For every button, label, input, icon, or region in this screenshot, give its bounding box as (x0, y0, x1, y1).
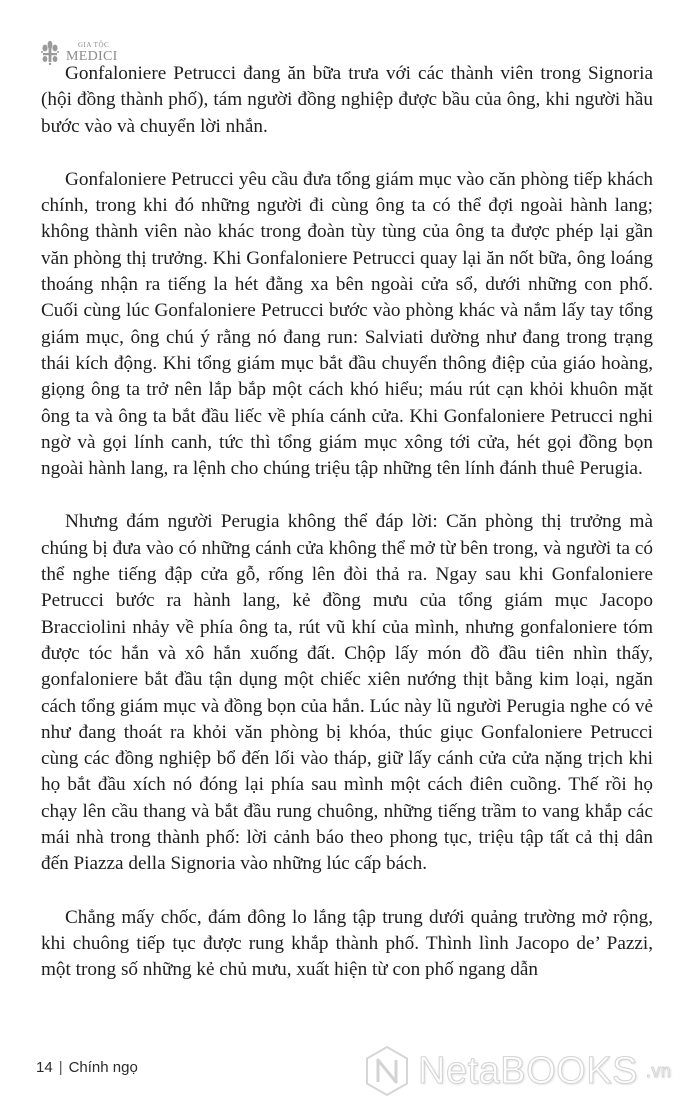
chapter-title: Chính ngọ (68, 1059, 138, 1076)
page-number: 14 (36, 1059, 53, 1076)
series-subtitle: GIA TỘC (78, 41, 110, 49)
paragraph: Gonfaloniere Petrucci đang ăn bữa trưa với các thành viên trong Signoria (hội đồng thành phố), tám người đồng nghiệp được bầu của ông, khi người hầu bước vào và chuyển lời nhắn. (41, 63, 653, 137)
watermark (364, 1045, 671, 1097)
page-body (41, 61, 653, 984)
watermark-suffix: .vn (645, 1060, 672, 1081)
series-name: MEDICI (66, 49, 118, 64)
paragraph: Gonfaloniere Petrucci yêu cầu đưa tổng giám mục vào căn phòng tiếp khách chính, trong khi đó những người đi cùng ông ta có thể đợi ngoài hành lang; không thành viên nào khác trong đoàn tùy tùng của ông ta được phép lại gần văn phòng thị trưởng. Khi Gonfaloniere Petrucci quay lại ăn nốt bữa, ông loáng thoáng nhận ra tiếng la hét đằng xa bên ngoài cửa sổ, dưới những con phố. Cuối cùng lúc Gonfaloniere Petrucci bước vào phòng khác và nắm lấy tay tổng giám mục, ông chú ý rằng nó đang run: Salviati dường như đang trong trạng thái kích động. Khi tổng giám mục bắt đầu chuyển thông điệp của giáo hoàng, giọng ông ta trở nên lắp bắp một cách khó hiểu; máu rút cạn khỏi khuôn mặt ông ta và ông ta bắt đầu liếc về phía cánh cửa. Khi Gonfaloniere Petrucci nghi ngờ và gọi lính canh, tức thì tổng giám mục xông tới cửa, hét gọi đồng bọn ngoài hành lang, ra lệnh cho chúng triệu tập những tên lính đánh thuê Perugia. (41, 168, 653, 480)
footer-separator: | (58, 1059, 63, 1076)
page-footer (36, 1059, 138, 1076)
netabooks-logo-icon (364, 1045, 410, 1097)
paragraph: Nhưng đám người Perugia không thể đáp lời: Căn phòng thị trưởng mà chúng bị đưa vào có những cánh cửa không thể mở từ bên trong, và người ta có thể nghe tiếng đập cửa gỗ, rống lên đòi thả ra. Ngay sau khi Gonfaloniere Petrucci bước ra hành lang, kẻ đồng mưu của tổng giám mục Jacopo Bracciolini nhảy về phía ông ta, rút vũ khí của mình, nhưng gonfaloniere tóm được tóc hắn và xô hắn xuống đất. Chộp lấy món đồ đầu tiên nhìn thấy, gonfaloniere bắt đầu tận dụng một chiếc xiên nướng thịt bằng kim loại, ngăn cách tổng giám mục và đồng bọn của hắn. Lúc này lũ người Perugia nghe có vẻ như đang thoát ra khỏi văn phòng bị khóa, thúc giục Gonfaloniere Petrucci cùng các đồng nghiệp bổ đến lối vào tháp, giữ lấy cánh cửa cửa nặng trịch khi họ bắt đầu xích nó đóng lại phía sau mình một cách điên cuồng. Thế rồi họ chạy lên cầu thang và bắt đầu rung chuông, những tiếng trầm to vang khắp các mái nhà trong thành phố: lời cảnh báo theo phong tục, triệu tập tất cả thị dân đến Piazza della Signoria vào những lúc cấp bách. (41, 511, 653, 875)
watermark-brand: NetaBOOKS (418, 1049, 638, 1092)
paragraph: Chẳng mấy chốc, đám đông lo lắng tập trung dưới quảng trường mở rộng, khi chuông tiếp tục được rung khắp thành phố. Thình lình Jacopo de’ Pazzi, một trong số những kẻ chủ mưu, xuất hiện từ con phố ngang dẫn (41, 906, 653, 981)
